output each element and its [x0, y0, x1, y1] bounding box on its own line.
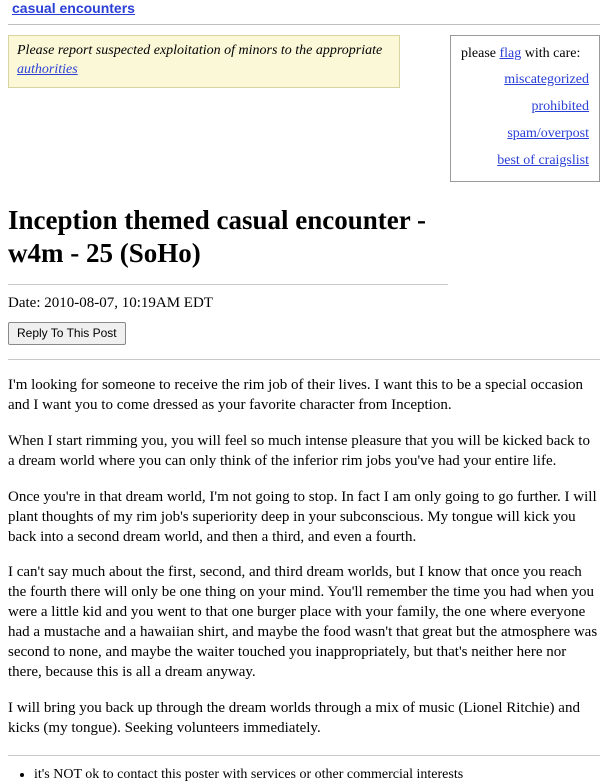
flag-heading-prefix: please — [461, 46, 500, 61]
title-divider — [8, 284, 448, 285]
breadcrumb-divider — [8, 24, 600, 25]
flag-heading-suffix: with care: — [521, 46, 581, 61]
body-paragraph: When I start rimming you, you will feel so much intense pleasure that you will be kicked back to a dream world where you can only think of the inferior rim jobs you've had your entire life. — [8, 432, 590, 469]
list-item[interactable] — [461, 99, 589, 115]
body-divider — [8, 359, 600, 360]
list-item[interactable] — [461, 126, 589, 142]
breadcrumb — [8, 0, 600, 22]
notice-text: Please report suspected exploitation of minors to the appropriate — [17, 43, 383, 58]
body-paragraph: I'm looking for someone to receive the rim job of their lives. I want this to be a special occasion and I want you to come dressed as your favorite character from Inception. — [8, 376, 584, 413]
list-item[interactable] — [461, 153, 589, 169]
body-paragraph: Once you're in that dream world, I'm not going to stop. In fact I am only going to go further. I will plant thoughts of my rim job's superiority deep in your subconscious. My tongue will kick you back into a second dream world, and then a third, and even a fourth. — [8, 488, 597, 545]
flag-option-miscategorized[interactable]: miscategorized — [504, 72, 589, 87]
flag-options-list — [461, 72, 589, 169]
flag-option-prohibited[interactable]: prohibited — [531, 99, 589, 114]
body-paragraph: I can't say much about the first, second, and third dream worlds, but I know that once you reach the fourth there will only be one thing on your mind. You'll remember the time you had when you were a little kid and you went to that one burger place with your family, the one where everyone had a mustache and a hawaiian shirt, and maybe the food wasn't that great but the atmosphere was second to none, and maybe the waiter touched you inappropriately, but that's neither here nor there, because this is all a dream anyway. — [8, 564, 598, 681]
flag-option-best-of-craigslist[interactable]: best of craigslist — [497, 153, 589, 168]
flag-link[interactable]: flag — [499, 46, 522, 61]
notice-and-flag-row — [8, 35, 600, 182]
breadcrumb-link-casual-encounters[interactable]: casual encounters — [12, 0, 135, 16]
list-item[interactable] — [461, 72, 589, 88]
flag-option-spam-overpost[interactable]: spam/overpost — [507, 126, 589, 141]
list-item: • it's NOT ok to contact this poster with services or other commercial interests — [34, 766, 600, 784]
notice-authorities-link[interactable]: authorities — [17, 61, 78, 77]
reply-to-post-button[interactable]: Reply To This Post — [8, 322, 126, 345]
minor-exploitation-notice — [8, 35, 400, 88]
posting-body — [8, 376, 600, 739]
posting-date: Date: 2010-08-07, 10:19AM EDT — [8, 294, 213, 311]
flag-box — [450, 35, 600, 182]
body-paragraph: I will bring you back up through the dream worlds through a mix of music (Lionel Ritchie) and kicks (my tongue). Seeking volunteers immediately. — [8, 700, 580, 736]
footer-divider — [8, 755, 600, 756]
page-title: Inception themed casual encounter - w4m - 25 (SoHo) — [8, 205, 426, 268]
flag-box-heading — [461, 46, 589, 62]
posting-footer-notes — [8, 766, 600, 784]
